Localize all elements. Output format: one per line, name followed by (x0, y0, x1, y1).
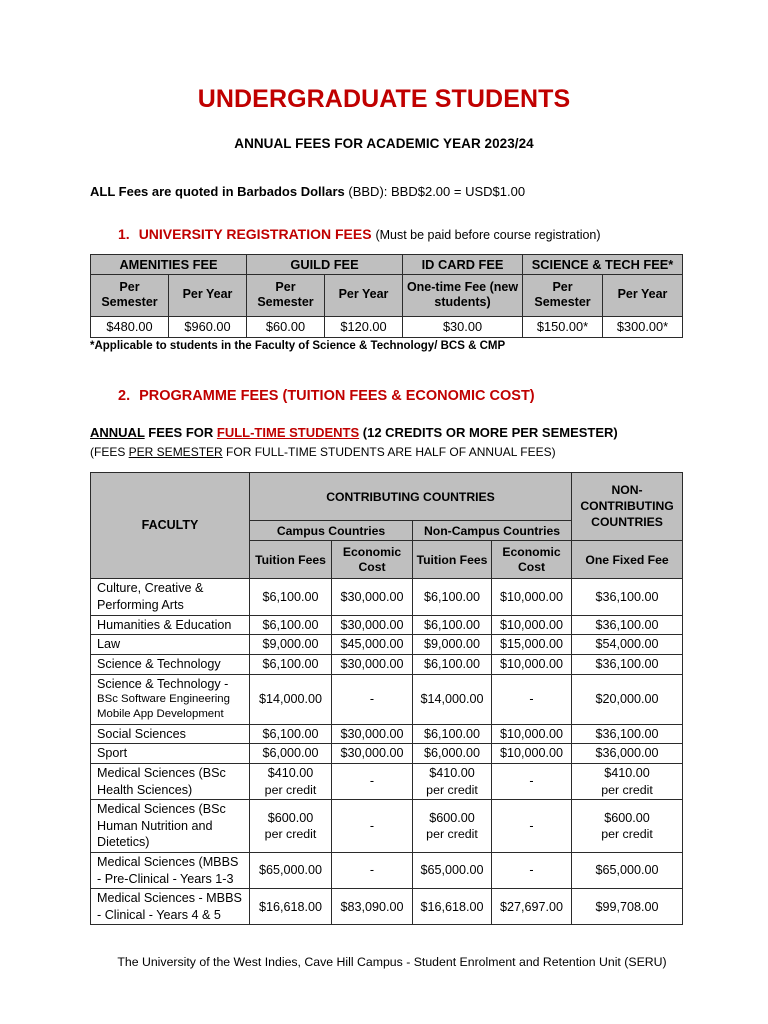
section-1-heading (90, 199, 688, 242)
cell-faculty: Medical Sciences (BSc Health Sciences) (91, 763, 250, 799)
header-campus-tuition-fees: Tuition Fees (250, 541, 332, 579)
cell-campus-tuition: $410.00 per credit (250, 763, 332, 799)
table-row-sub-headers (91, 274, 683, 316)
cell-noncampus-tuition: $16,618.00 (413, 889, 492, 925)
cell-campus-tuition: $65,000.00 (250, 852, 332, 888)
value-science-per-year: $300.00* (603, 316, 683, 337)
header-non-campus-countries: Non-Campus Countries (413, 521, 572, 541)
cell-faculty: Medical Sciences (BSc Human Nutrition and Dietetics) (91, 800, 250, 853)
currency-note-bold: ALL Fees are quoted in Barbados Dollars (90, 183, 345, 199)
registration-fees-table-wrap (90, 242, 688, 352)
table-row (91, 800, 683, 853)
value-amenities-per-semester: $480.00 (91, 316, 169, 337)
programme-fees-body (91, 579, 683, 925)
cell-campus-economic: - (332, 674, 413, 724)
cell-campus-tuition: $16,618.00 (250, 889, 332, 925)
document-footer: The University of the West Indies, Cave Hill Campus - Student Enrolment and Retention Unit (SERU) (117, 955, 667, 970)
half-line-part1: (FEES (90, 445, 129, 460)
half-fees-line (90, 441, 688, 460)
header-campus-countries: Campus Countries (250, 521, 413, 541)
currency-note-rest: (BBD): BBD$2.00 = USD$1.00 (348, 183, 526, 199)
group-header-guild: GUILD FEE (247, 254, 403, 274)
cell-campus-economic: $30,000.00 (332, 579, 413, 615)
group-header-science-tech: SCIENCE & TECH FEE* (523, 254, 683, 274)
sub-header-science-per-semester: Per Semester (523, 274, 603, 316)
cell-noncampus-tuition: $6,100.00 (413, 654, 492, 674)
cell-noncampus-economic: - (492, 763, 572, 799)
cell-noncampus-economic: - (492, 800, 572, 853)
cell-campus-tuition: $6,100.00 (250, 579, 332, 615)
full-time-students-keyword: FULL-TIME STUDENTS (216, 424, 360, 440)
cell-noncampus-tuition: $6,100.00 (413, 579, 492, 615)
sub-header-amenities-per-semester: Per Semester (91, 274, 169, 316)
cell-campus-tuition: $600.00 per credit (250, 800, 332, 853)
annual-keyword: ANNUAL (90, 424, 145, 440)
group-header-amenities: AMENITIES FEE (91, 254, 247, 274)
cell-one-fixed-fee: $410.00 per credit (572, 763, 683, 799)
cell-faculty: Medical Sciences (MBBS - Pre-Clinical - Years 1-3 (91, 852, 250, 888)
page-title: UNDERGRADUATE STUDENTS (197, 85, 571, 113)
header-noncampus-economic-cost: Economic Cost (492, 541, 572, 579)
cell-campus-tuition: $9,000.00 (250, 635, 332, 655)
cell-one-fixed-fee: $36,000.00 (572, 744, 683, 764)
cell-campus-economic: $30,000.00 (332, 724, 413, 744)
cell-faculty: Humanities & Education (91, 615, 250, 635)
cell-campus-tuition: $6,100.00 (250, 615, 332, 635)
cell-faculty: Science & Technology - BSc Software Engineering Mobile App Development (91, 674, 250, 724)
header-non-contributing-countries: NON-CONTRIBUTING COUNTRIES (572, 473, 683, 541)
table-row-values (91, 316, 683, 337)
cell-campus-economic: $45,000.00 (332, 635, 413, 655)
cell-one-fixed-fee: $65,000.00 (572, 852, 683, 888)
cell-campus-economic: $30,000.00 (332, 615, 413, 635)
cell-campus-tuition: $14,000.00 (250, 674, 332, 724)
table-row (91, 763, 683, 799)
document-body (0, 151, 768, 970)
cell-noncampus-tuition: $410.00 per credit (413, 763, 492, 799)
section-2-number: 2. (118, 387, 131, 404)
cell-faculty: Culture, Creative & Performing Arts (91, 579, 250, 615)
table-row (91, 852, 683, 888)
annual-fees-line (90, 404, 688, 442)
cell-noncampus-tuition: $65,000.00 (413, 852, 492, 888)
cell-noncampus-economic: $10,000.00 (492, 744, 572, 764)
cell-noncampus-tuition: $6,000.00 (413, 744, 492, 764)
cell-faculty: Medical Sciences - MBBS - Clinical - Years 4 & 5 (91, 889, 250, 925)
cell-noncampus-tuition: $600.00 per credit (413, 800, 492, 853)
value-guild-per-semester: $60.00 (247, 316, 325, 337)
value-amenities-per-year: $960.00 (169, 316, 247, 337)
cell-noncampus-economic: - (492, 852, 572, 888)
table-row-header-top (91, 473, 683, 521)
sub-header-guild-per-semester: Per Semester (247, 274, 325, 316)
cell-noncampus-economic: $15,000.00 (492, 635, 572, 655)
cell-noncampus-economic: $10,000.00 (492, 724, 572, 744)
table-row (91, 635, 683, 655)
registration-fees-table (90, 254, 683, 338)
cell-campus-economic: - (332, 852, 413, 888)
half-line-part3: FOR FULL-TIME STUDENTS ARE HALF OF ANNUAL FEES) (222, 445, 556, 460)
sub-header-guild-per-year: Per Year (325, 274, 403, 316)
cell-faculty: Sport (91, 744, 250, 764)
cell-one-fixed-fee: $20,000.00 (572, 674, 683, 724)
page-subtitle: ANNUAL FEES FOR ACADEMIC YEAR 2023/24 (234, 135, 534, 151)
section-2-heading (90, 352, 688, 404)
table-row (91, 615, 683, 635)
annual-line-part4: (12 CREDITS OR MORE PER SEMESTER) (359, 424, 618, 440)
table-row (91, 579, 683, 615)
cell-campus-tuition: $6,000.00 (250, 744, 332, 764)
section-1-title: UNIVERSITY REGISTRATION FEES (138, 225, 372, 242)
cell-noncampus-economic: $10,000.00 (492, 654, 572, 674)
header-noncampus-tuition-fees: Tuition Fees (413, 541, 492, 579)
table-row (91, 724, 683, 744)
cell-one-fixed-fee: $54,000.00 (572, 635, 683, 655)
cell-faculty: Law (91, 635, 250, 655)
table-row (91, 654, 683, 674)
table-row (91, 744, 683, 764)
header-campus-economic-cost: Economic Cost (332, 541, 413, 579)
section-2-title: PROGRAMME FEES (TUITION FEES & ECONOMIC COST) (139, 387, 535, 404)
value-guild-per-year: $120.00 (325, 316, 403, 337)
cell-one-fixed-fee: $36,100.00 (572, 615, 683, 635)
cell-campus-economic: - (332, 800, 413, 853)
value-id-card-one-time: $30.00 (403, 316, 523, 337)
cell-noncampus-economic: $27,697.00 (492, 889, 572, 925)
cell-noncampus-tuition: $9,000.00 (413, 635, 492, 655)
per-semester-keyword: PER SEMESTER (128, 445, 223, 460)
annual-line-part2: FEES FOR (144, 424, 217, 440)
sub-header-science-per-year: Per Year (603, 274, 683, 316)
programme-fees-table-wrap (90, 460, 688, 925)
cell-one-fixed-fee: $99,708.00 (572, 889, 683, 925)
cell-noncampus-economic: - (492, 674, 572, 724)
section-1-number: 1. (118, 225, 130, 242)
cell-campus-economic: $30,000.00 (332, 744, 413, 764)
header-contributing-countries: CONTRIBUTING COUNTRIES (250, 473, 572, 521)
table-row (91, 889, 683, 925)
cell-one-fixed-fee: $36,100.00 (572, 579, 683, 615)
header-faculty: FACULTY (91, 473, 250, 579)
registration-footnote: *Applicable to students in the Faculty of Science & Technology/ BCS & CMP (90, 339, 506, 352)
cell-one-fixed-fee: $36,100.00 (572, 724, 683, 744)
sub-header-amenities-per-year: Per Year (169, 274, 247, 316)
cell-campus-tuition: $6,100.00 (250, 724, 332, 744)
programme-fees-table (90, 472, 683, 925)
cell-campus-economic: - (332, 763, 413, 799)
cell-faculty: Social Sciences (91, 724, 250, 744)
table-row (91, 674, 683, 724)
cell-campus-tuition: $6,100.00 (250, 654, 332, 674)
table-row-group-headers (91, 254, 683, 274)
cell-noncampus-tuition: $6,100.00 (413, 615, 492, 635)
cell-campus-economic: $83,090.00 (332, 889, 413, 925)
section-1-note: (Must be paid before course registration) (375, 227, 601, 242)
cell-faculty: Science & Technology (91, 654, 250, 674)
cell-noncampus-economic: $10,000.00 (492, 579, 572, 615)
cell-noncampus-tuition: $14,000.00 (413, 674, 492, 724)
currency-note (90, 151, 688, 199)
value-science-per-semester: $150.00* (523, 316, 603, 337)
cell-campus-economic: $30,000.00 (332, 654, 413, 674)
cell-noncampus-economic: $10,000.00 (492, 615, 572, 635)
header-one-fixed-fee: One Fixed Fee (572, 541, 683, 579)
cell-one-fixed-fee: $600.00 per credit (572, 800, 683, 853)
cell-noncampus-tuition: $6,100.00 (413, 724, 492, 744)
group-header-id-card: ID CARD FEE (403, 254, 523, 274)
sub-header-id-card-one-time: One-time Fee (new students) (403, 274, 523, 316)
cell-one-fixed-fee: $36,100.00 (572, 654, 683, 674)
